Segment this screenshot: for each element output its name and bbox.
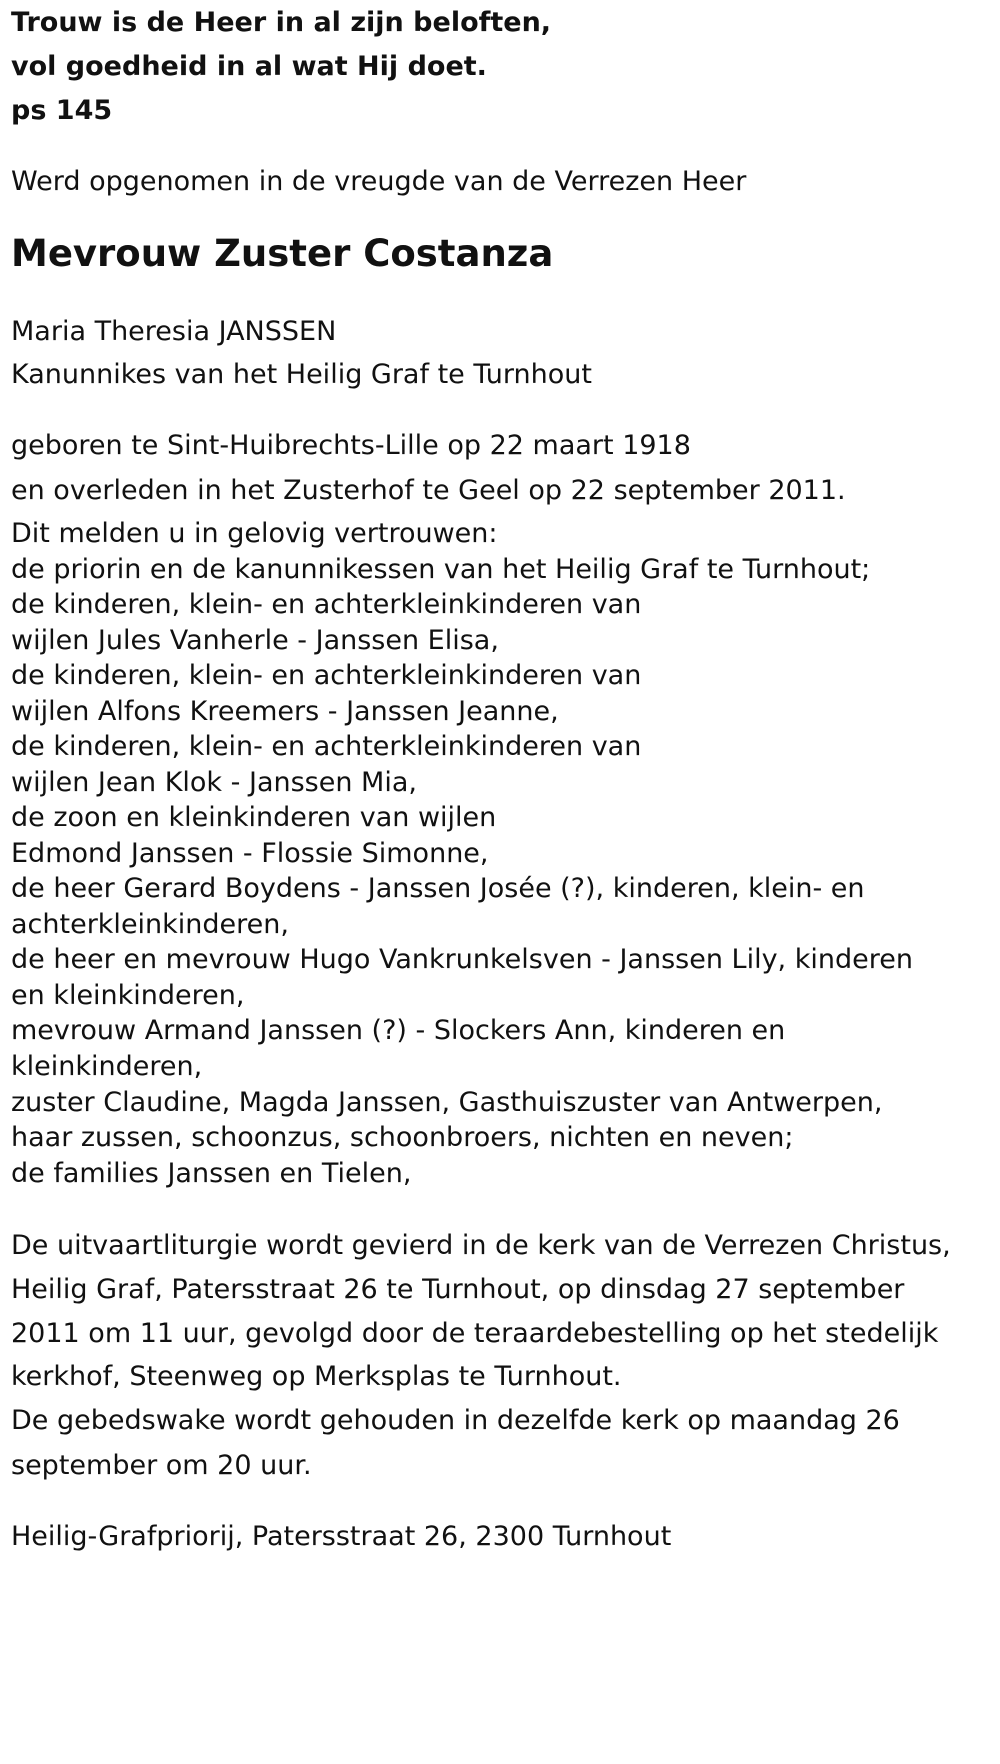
announcement-line: de zoon en kleinkinderen van wijlen — [11, 802, 497, 833]
contact-address: Heilig-Grafpriorij, Patersstraat 26, 2300 Turnhout — [11, 1521, 672, 1552]
funeral-line: De uitvaartliturgie wordt gevierd in de kerk van de Verrezen Christus, — [11, 1230, 951, 1261]
announcement-line: kleinkinderen, — [11, 1051, 203, 1082]
verse-reference: ps 145 — [11, 95, 113, 126]
funeral-line: 2011 om 11 uur, gevolgd door de teraardebestelling op het stedelijk — [11, 1318, 939, 1349]
intro-text: Werd opgenomen in de vreugde van de Verrezen Heer — [11, 166, 747, 197]
death-date: en overleden in het Zusterhof te Geel op 22 september 2011. — [11, 475, 846, 506]
announcement-line: haar zussen, schoonzus, schoonbroers, nichten en neven; — [11, 1122, 794, 1153]
funeral-line: De gebedswake wordt gehouden in dezelfde kerk op maandag 26 — [11, 1405, 900, 1436]
announcement-line: de kinderen, klein- en achterkleinkinderen van — [11, 660, 642, 691]
announcement-line: de heer Gerard Boydens - Janssen Josée (?), kinderen, klein- en — [11, 873, 865, 904]
announcement-line: Dit melden u in gelovig vertrouwen: — [11, 518, 498, 549]
deceased-name: Mevrouw Zuster Costanza — [11, 232, 554, 275]
announcement-line: de priorin en de kanunnikessen van het Heilig Graf te Turnhout; — [11, 554, 871, 585]
announcement-line: zuster Claudine, Magda Janssen, Gasthuiszuster van Antwerpen, — [11, 1087, 883, 1118]
verse-line-1: Trouw is de Heer in al zijn beloften, — [11, 7, 552, 38]
announcement-line: Edmond Janssen - Flossie Simonne, — [11, 838, 489, 869]
funeral-line: september om 20 uur. — [11, 1450, 312, 1481]
funeral-line: kerkhof, Steenweg op Merksplas te Turnhout. — [11, 1361, 622, 1392]
announcement-line: achterkleinkinderen, — [11, 909, 289, 940]
announcement-line: wijlen Jean Klok - Janssen Mia, — [11, 767, 417, 798]
civil-name: Maria Theresia JANSSEN — [11, 316, 337, 347]
announcement-line: de kinderen, klein- en achterkleinkinderen van — [11, 589, 642, 620]
announcement-line: en kleinkinderen, — [11, 980, 245, 1011]
announcement-line: wijlen Jules Vanherle - Janssen Elisa, — [11, 625, 499, 656]
funeral-line: Heilig Graf, Patersstraat 26 te Turnhout, op dinsdag 27 september — [11, 1274, 905, 1305]
announcement-line: de heer en mevrouw Hugo Vankrunkelsven - Janssen Lily, kinderen — [11, 944, 913, 975]
verse-line-2: vol goedheid in al wat Hij doet. — [11, 51, 487, 82]
religious-order: Kanunnikes van het Heilig Graf te Turnhout — [11, 359, 592, 390]
announcement-line: mevrouw Armand Janssen (?) - Slockers Ann, kinderen en — [11, 1015, 786, 1046]
birth-date: geboren te Sint-Huibrechts-Lille op 22 maart 1918 — [11, 430, 691, 461]
announcement-line: de families Janssen en Tielen, — [11, 1158, 412, 1189]
announcement-line: wijlen Alfons Kreemers - Janssen Jeanne, — [11, 696, 559, 727]
announcement-line: de kinderen, klein- en achterkleinkinderen van — [11, 731, 642, 762]
